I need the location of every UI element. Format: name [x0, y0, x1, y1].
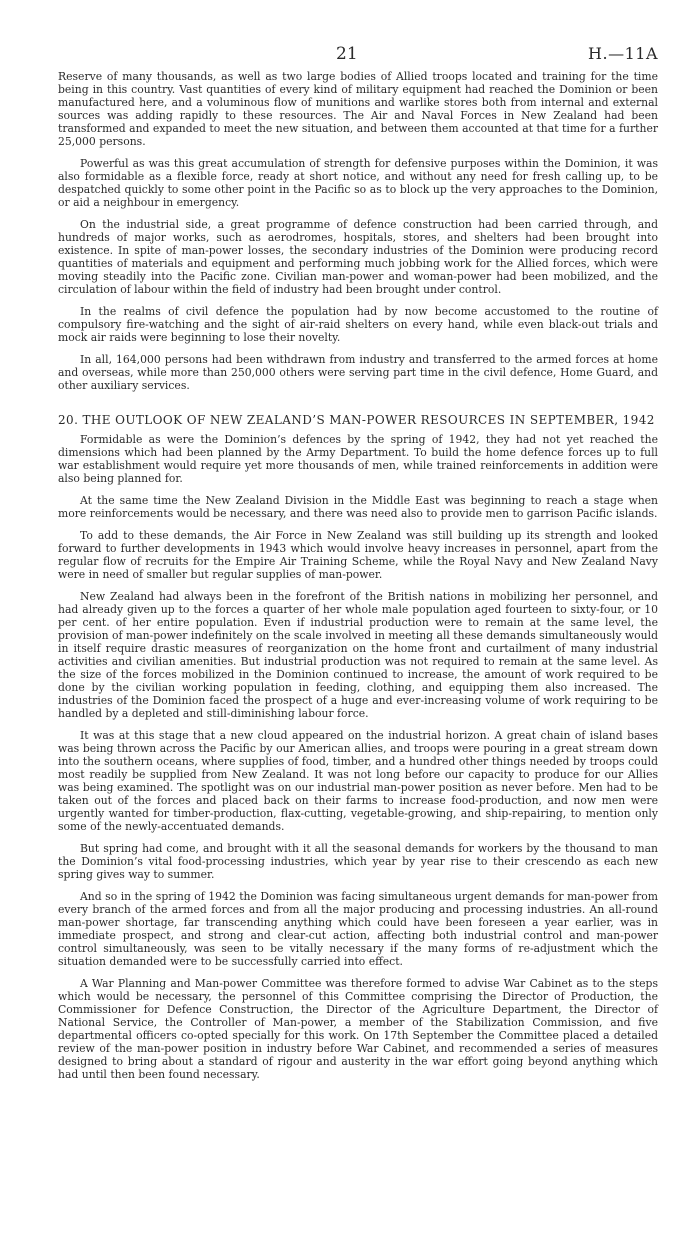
- paragraph: Reserve of many thousands, as well as two large bodies of Allied troops located and training for the time being in this country. Vast quantities of every kind of military equipment had reached the Dominion or been manufactured here, and a voluminous flow of munitions and warlike stores both from internal and external sources was adding rapidly to these resources. The Air and Naval Forces in New Zealand had been transformed and expanded to meet the new situation, and between them accounted at that time for a further 25,000 persons.: [58, 70, 658, 148]
- paragraph: To add to these demands, the Air Force in New Zealand was still building up its strength and looked forward to further developments in 1943 which would involve heavy increases in personnel, apart from the regular flow of recruits for the Empire Air Training Scheme, while the Royal Navy and New Zealand Navy were in need of smaller but regular supplies of man-power.: [58, 529, 658, 581]
- section-continuation: [58, 70, 658, 392]
- document-reference: H.—11A: [588, 44, 658, 63]
- section-heading: 20. THE OUTLOOK OF NEW ZEALAND’S MAN-POWER RESOURCES IN SEPTEMBER, 1942: [58, 413, 655, 427]
- paragraph: In the realms of civil defence the population had by now become accustomed to the routine of compulsory fire-watching and the sight of air-raid shelters on every hand, while even black-out trials and mock air raids were beginning to lose their novelty.: [58, 305, 658, 344]
- paragraph: But spring had come, and brought with it all the seasonal demands for workers by the thousand to man the Dominion’s vital food-processing industries, which year by year rise to their crescendo as each new spring gives way to summer.: [58, 842, 658, 881]
- paragraph: In all, 164,000 persons had been withdrawn from industry and transferred to the armed forces at home and overseas, while more than 250,000 others were serving part time in the civil defence, Home Guard, and other auxiliary services.: [58, 353, 658, 392]
- document-page: [58, 0, 658, 1090]
- paragraph: Powerful as was this great accumulation of strength for defensive purposes within the Dominion, it was also formidable as a flexible force, ready at short notice, and without any need for fresh calling up, to be despatched quickly to some other point in the Pacific so as to block up the very approaches to the Dominion, or aid a neighbour in emergency.: [58, 157, 658, 209]
- paragraph: On the industrial side, a great programme of defence construction had been carried through, and hundreds of major works, such as aerodromes, hospitals, stores, and shelters had been brought into existence. In spite of man-power losses, the secondary industries of the Dominion were producing record quantities of materials and equipment and performing much jobbing work for the Allied forces, which were moving steadily into the Pacific zone. Civilian man-power and woman-power had been mobilized, and the circulation of labour within the field of industry had been brought under control.: [58, 218, 658, 296]
- paragraph: New Zealand had always been in the forefront of the British nations in mobilizing her personnel, and had already given up to the forces a quarter of her whole male population aged fourteen to sixty-four, or 10 per cent. of her entire population. Even if industrial production were to remain at the same level, the provision of man-power indefinitely on the scale involved in meeting all these demands simultaneously would in itself require drastic measures of reorganization on the home front and curtailment of many industrial activities and civilian amenities. But industrial production was not required to remain at the same level. As the size of the forces mobilized in the Dominion continued to increase, the amount of work required to be done by the civilian working population in feeding, clothing, and equipping them also increased. The industries of the Dominion faced the prospect of a huge and ever-increasing volume of work requiring to be handled by a depleted and still-diminishing labour force.: [58, 590, 658, 720]
- paragraph: And so in the spring of 1942 the Dominion was facing simultaneous urgent demands for man-power from every branch of the armed forces and from all the major producing and processing industries. An all-round man-power shortage, far transcending anything which could have been foreseen a year earlier, was in immediate prospect, and strong and clear-cut action, affecting both industrial control and man-power control simultaneously, was seen to be vitally necessary if the many forms of re-adjustment which the situation demanded were to be successfully carried into effect.: [58, 890, 658, 968]
- section-manpower-outlook: [58, 414, 658, 1081]
- page-number: 21: [336, 44, 358, 64]
- paragraph: Formidable as were the Dominion’s defences by the spring of 1942, they had not yet reached the dimensions which had been planned by the Army Department. To build the home defence forces up to full war establishment would require yet more thousands of men, while trained reinforcements in addition were also being planned for.: [58, 433, 658, 485]
- paragraph: It was at this stage that a new cloud appeared on the industrial horizon. A great chain of island bases was being thrown across the Pacific by our American allies, and troops were pouring in a great stream down into the southern oceans, where supplies of food, timber, and a hundred other things needed by troops could most readily be supplied from New Zealand. It was not long before our capacity to produce for our Allies was being examined. The spotlight was on our industrial man-power position as never before. Men had to be taken out of the forces and placed back on their farms to increase food-production, and now men were urgently wanted for timber-production, flax-cutting, vegetable-growing, and ship-repairing, to mention only some of the newly-accentuated demands.: [58, 729, 658, 833]
- paragraph: At the same time the New Zealand Division in the Middle East was beginning to reach a stage when more reinforcements would be necessary, and there was need also to provide men to garrison Pacific islands.: [58, 494, 658, 520]
- paragraph: A War Planning and Man-power Committee was therefore formed to advise War Cabinet as to the steps which would be necessary, the personnel of this Committee comprising the Director of Production, the Commissioner for Defence Construction, the Director of the Agriculture Department, the Director of National Service, the Controller of Man-power, a member of the Stabilization Commission, and five departmental officers co-opted specially for this work. On 17th September the Committee placed a detailed review of the man-power position in industry before War Cabinet, and recommended a series of measures designed to bring about a standard of rigour and austerity in the war effort going beyond anything which had until then been found necessary.: [58, 977, 658, 1081]
- page-header: [58, 0, 658, 70]
